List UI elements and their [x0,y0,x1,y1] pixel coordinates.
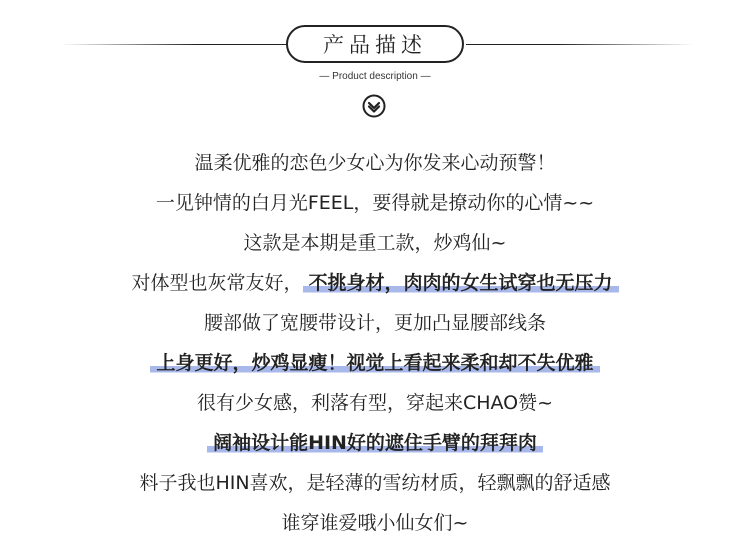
description-line [0,461,750,501]
highlighted-text: 阔袖设计能HIN好的遮住手臂的拜拜肉 [207,428,543,455]
description-line [0,501,750,541]
description-line [0,421,750,461]
section-title-text: 产品描述 [323,33,427,57]
description-line [0,301,750,341]
line-text: 料子我也HIN喜欢，是轻薄的雪纺材质，轻飘飘的舒适感 [139,471,611,494]
header-divider-left [60,44,288,45]
line-text: 对体型也灰常友好， [131,271,303,294]
line-text: 谁穿谁爱哦小仙女们~ [281,511,469,534]
description-line [0,141,750,181]
line-text: 这款是本期是重工款，炒鸡仙~ [243,231,507,254]
line-text: 温柔优雅的恋色少女心为你发来心动预警！ [194,151,556,174]
line-text: 很有少女感，利落有型，穿起来CHAO赞~ [196,391,554,414]
description-line [0,381,750,421]
description-line [0,221,750,261]
line-text: 腰部做了宽腰带设计，更加凸显腰部线条 [203,311,546,334]
description-line [0,341,750,381]
section-title [286,25,464,63]
highlighted-text: 上身更好，炒鸡显瘦！视觉上看起来柔和却不失优雅 [150,348,599,375]
description-line [0,181,750,221]
highlighted-text: 不挑身材，肉肉的女生试穿也无压力 [303,268,619,295]
section-subtitle: — Product description — [319,71,431,82]
line-text: 一见钟情的白月光FEEL，要得就是撩动你的心情~~ [155,191,595,214]
header-divider-right [466,44,694,45]
chevron-down-circle-icon [362,94,386,118]
description-line [0,261,750,301]
description-body [0,141,750,541]
